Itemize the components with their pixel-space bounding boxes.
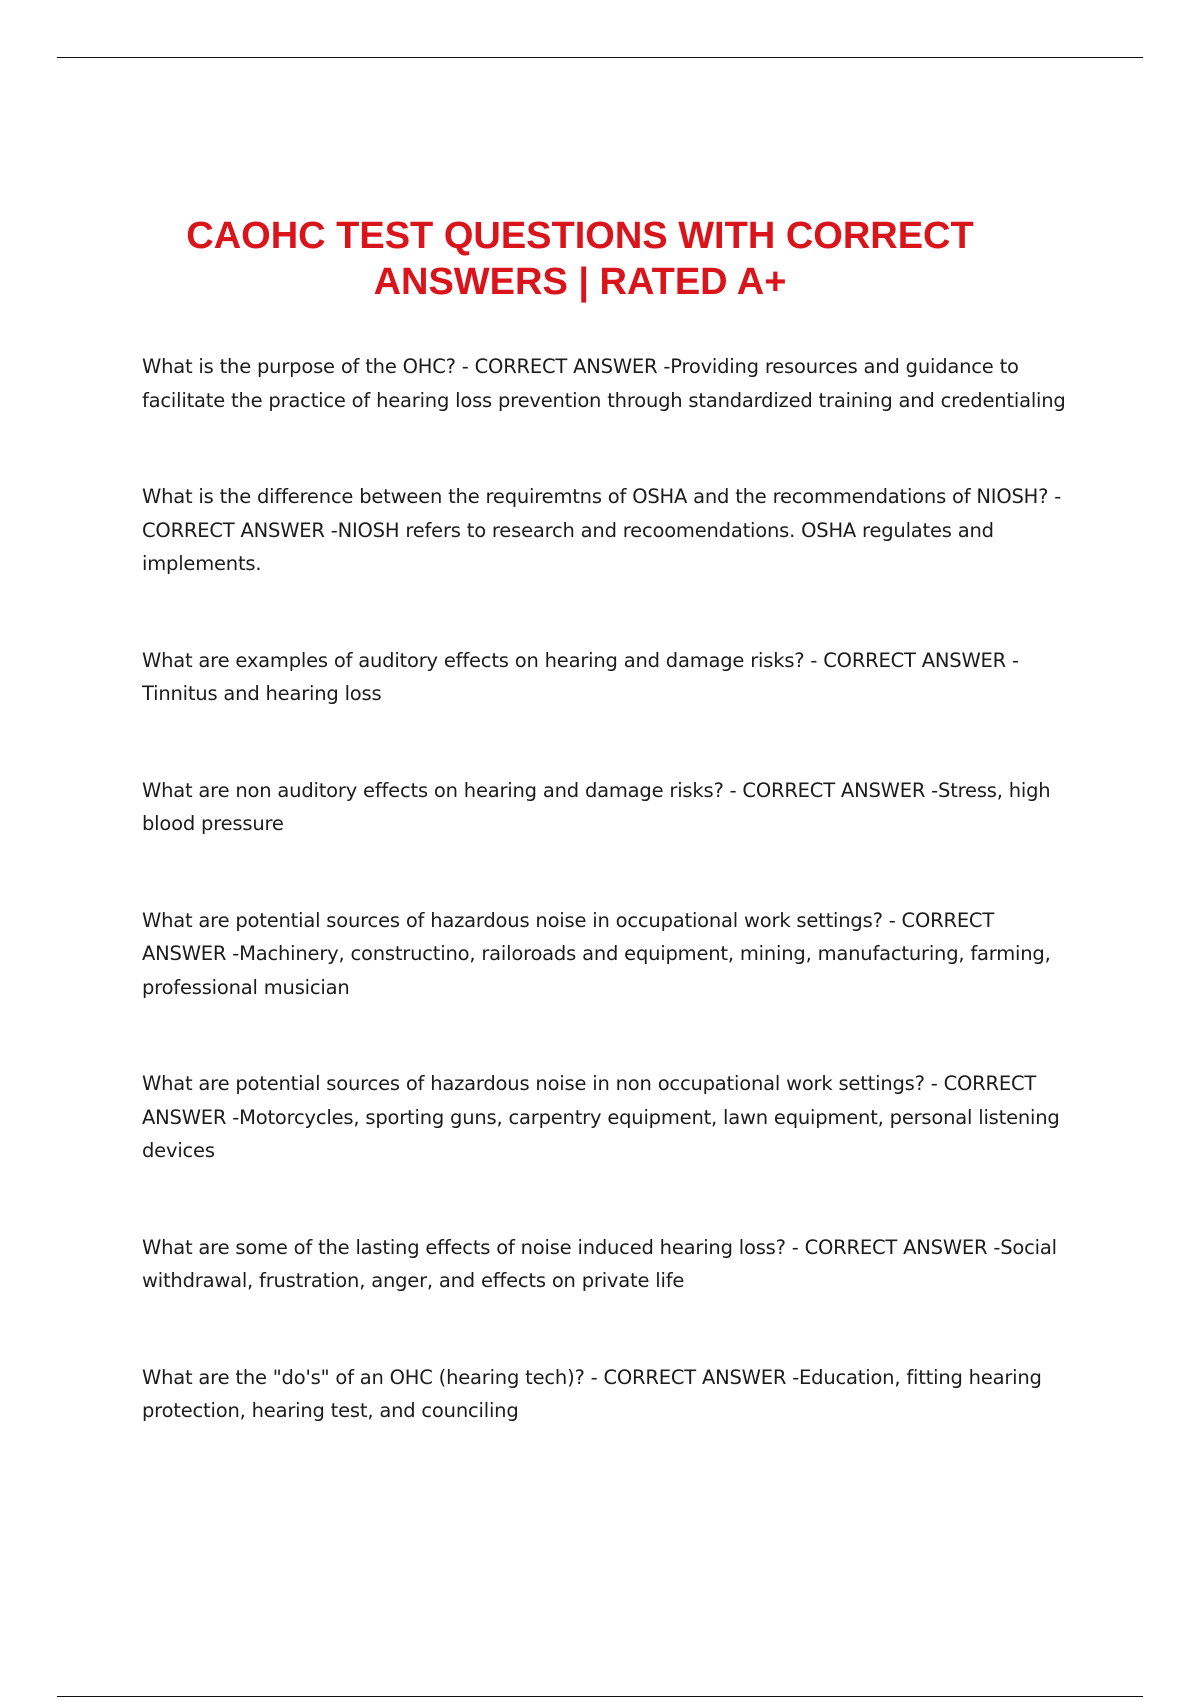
title-line-2: ANSWERS | RATED A+ <box>373 261 787 303</box>
qa-item-4: What are non auditory effects on hearing and damage risks? - CORRECT ANSWER -Stress, high blood pressure <box>142 778 1051 835</box>
title-line-1: CAOHC TEST QUESTIONS WITH CORRECT <box>186 215 974 257</box>
qa-item-6: What are potential sources of hazardous noise in non occupational work settings? - CORRECT ANSWER -Motorcycles, sporting guns, carpentry equipment, lawn equipment, personal listening devices <box>142 1072 1060 1162</box>
document-title <box>140 213 1020 305</box>
qa-list <box>142 350 1072 1428</box>
qa-item-3: What are examples of auditory effects on hearing and damage risks? - CORRECT ANSWER - Tinnitus and hearing loss <box>142 648 1019 705</box>
qa-item-1: What is the purpose of the OHC? - CORRECT ANSWER -Providing resources and guidance to facilitate the practice of hearing loss prevention through standardized training and credentialing <box>142 355 1066 412</box>
qa-item-8: What are the "do's" of an OHC (hearing tech)? - CORRECT ANSWER -Education, fitting hearing protection, hearing test, and counciling <box>142 1365 1042 1422</box>
qa-item-2: What is the difference between the requiremtns of OSHA and the recommendations of NIOSH? - CORRECT ANSWER -NIOSH refers to research and recoomendations. OSHA regulates and implements. <box>142 485 1062 575</box>
qa-item-7: What are some of the lasting effects of noise induced hearing loss? - CORRECT ANSWER -Social withdrawal, frustration, anger, and effects on private life <box>142 1235 1057 1292</box>
footer-rule <box>57 1696 1143 1697</box>
qa-item-5: What are potential sources of hazardous noise in occupational work settings? - CORRECT ANSWER -Machinery, constructino, railoroads and equipment, mining, manufacturing, farming, professional musician <box>142 908 1051 999</box>
header-rule <box>57 57 1143 58</box>
